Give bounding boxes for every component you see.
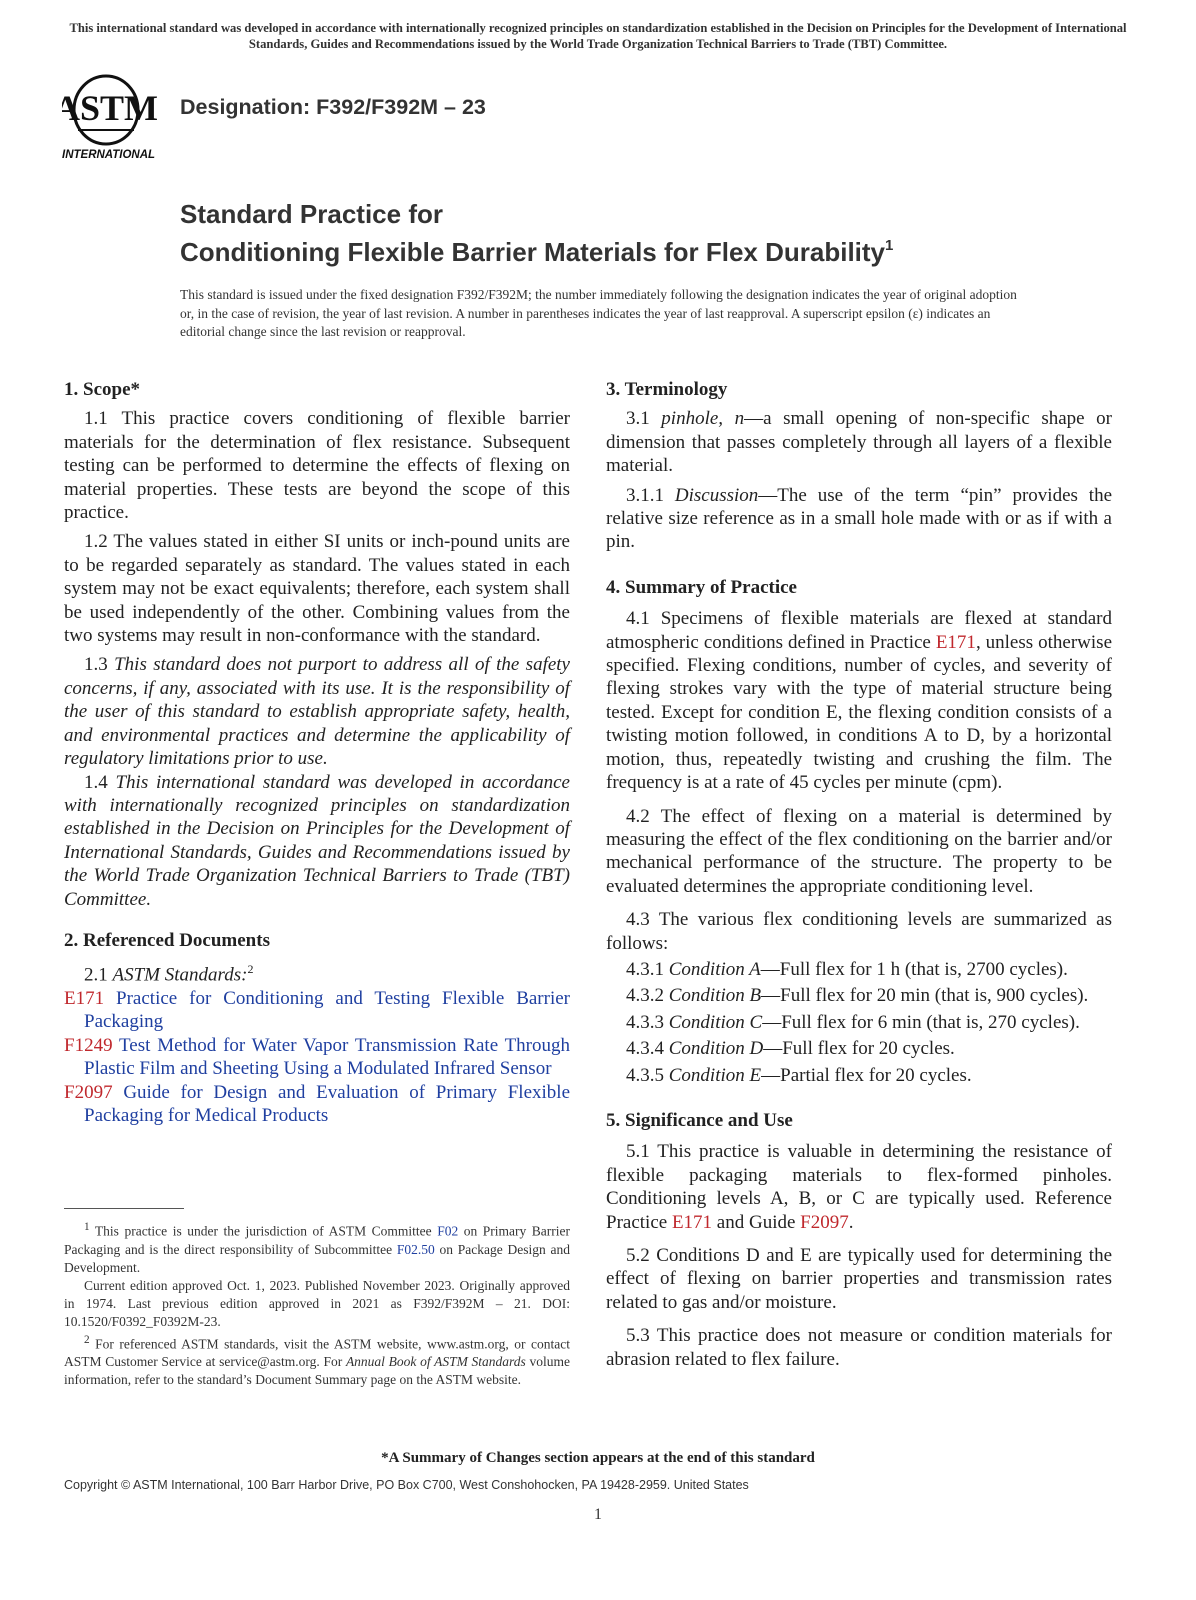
section-5-3: 5.3 This practice does not measure or condition materials for abrasion related to flex failure. bbox=[606, 1325, 1112, 1370]
summary-of-changes-note: *A Summary of Changes section appears at the end of this standard bbox=[381, 1450, 815, 1466]
section-3-1: 3.1 pinhole, n—a small opening of non-specific shape or dimension that passes completely through all layers of a flexible material. bbox=[606, 408, 1112, 477]
section-2-1: 2.1 ASTM Standards:$^2$ bbox=[84, 962, 254, 986]
link-f2097-ref[interactable]: F2097 bbox=[800, 1211, 849, 1233]
significance-heading: 5. Significance and Use bbox=[606, 1109, 793, 1131]
issue-note: This standard is issued under the fixed designation F392/F392M; the number immediately following the designation indicates the year of original adoption or, in the case of revision, the year of last revision. A number in parentheses indicates the year of last reapproval. A superscript epsilon (ε) indicates an editorial change since the last revision or reapproval. bbox=[180, 287, 1017, 339]
title-line-1: Standard Practice for bbox=[180, 199, 443, 229]
ref-f1249[interactable]: F1249 Test Method for Water Vapor Transmission Rate Through Plastic Film and Sheeting Using a Modulated Infrared Sensor bbox=[64, 1034, 570, 1080]
astm-logo-icon bbox=[62, 72, 170, 164]
svg-text:ASTM: ASTM bbox=[62, 88, 159, 128]
condition-e: 4.3.5 Condition E—Partial flex for 20 cycles. bbox=[626, 1064, 972, 1086]
condition-a: 4.3.1 Condition A—Full flex for 1 h (that is, 2700 cycles). bbox=[626, 958, 1068, 980]
section-1-3: 1.3 This standard does not purport to address all of the safety concerns, if any, associated with its use. It is the responsibility of the user of this standard to establish appropriate safety, health, and environmental practices and determine the applicability of regulatory limitations prior to use. bbox=[64, 654, 570, 770]
section-1-2: 1.2 The values stated in either SI units or inch-pound units are to be regarded separately as standard. The values stated in each system may not be exact equivalents; therefore, each system shall be used independently of the other. Combining values from the two systems may result in non-conformance with the standard. bbox=[64, 531, 570, 647]
section-4-1: 4.1 Specimens of flexible materials are flexed at standard atmospheric conditions defined in Practice E171, unless otherwise specified. Flexing conditions, number of cycles, and severity of flexing strokes vary with the type of material structure being tested. Except for condition E, the flexing condition consists of a twisting motion followed, in conditions A to D, by a horizontal motion, thus, repeatedly twisting and crushing the film. The frequency is at a rate of 45 cycles per minute (cpm). bbox=[606, 608, 1112, 794]
link-f0250[interactable]: F02.50 bbox=[396, 1241, 435, 1257]
section-5-1: 5.1 This practice is valuable in determining the resistance of flexible packaging materials to flex-formed pinholes. Conditioning levels A, B, or C are typically used. Reference Practice E171 and Guide F2097. bbox=[606, 1141, 1112, 1233]
section-1-4: 1.4 This international standard was developed in accordance with internationally recognized principles on standardization established in the Decision on Principles for the Development of International Standards, Guides and Recommendations issued by the World Trade Organization Technical Barriers to Trade (TBT) Committee. bbox=[64, 771, 570, 910]
astm-logo bbox=[62, 72, 170, 164]
footnote-rule bbox=[64, 1208, 184, 1209]
footnote-1: $^1$ This practice is under the jurisdiction of ASTM Committee F02 on Primary Barrier Packaging and is the direct responsibility of Subcommittee F02.50 on Package Design and Development. bbox=[64, 1221, 571, 1275]
section-3-1-1: 3.1.1 Discussion—The use of the term “pin” provides the relative size reference as in a small hole made with or as if with a pin. bbox=[606, 484, 1113, 553]
section-4-3: 4.3 The various flex conditioning levels are summarized as follows: bbox=[606, 909, 1112, 954]
ref-e171[interactable]: E171 Practice for Conditioning and Testing Flexible Barrier Packaging bbox=[64, 988, 570, 1033]
footnotes bbox=[64, 1218, 570, 1389]
condition-d: 4.3.4 Condition D—Full flex for 20 cycles. bbox=[626, 1038, 955, 1060]
designation: Designation: F392/F392M – 23 bbox=[180, 95, 486, 119]
referenced-documents-heading: 2. Referenced Documents bbox=[64, 929, 270, 951]
document-title bbox=[180, 198, 893, 268]
section-1-1: 1.1 This practice covers conditioning of flexible barrier materials for the determination of flex resistance. Subsequent testing can be performed to determine the effects of flexing on material properties. These tests are beyond the scope of this practice. bbox=[64, 408, 570, 524]
footnote-1-edition: Current edition approved Oct. 1, 2023. Published November 2023. Originally approved in 1974. Last previous edition approved in 2021 as F392/F392M – 21. DOI: 10.1520/F0392_F0392M-23. bbox=[64, 1277, 570, 1329]
section-4-2: 4.2 The effect of flexing on a material is determined by measuring the effect of the flex conditioning on the barrier and/or mechanical performance of the structure. The property to be evaluated determines the appropriate conditioning level. bbox=[606, 805, 1112, 897]
ref-f2097[interactable]: F2097 Guide for Design and Evaluation of Primary Flexible Packaging for Medical Products bbox=[64, 1081, 571, 1127]
svg-text:INTERNATIONAL: INTERNATIONAL bbox=[62, 149, 156, 161]
terminology-heading: 3. Terminology bbox=[606, 379, 728, 400]
link-f02[interactable]: F02 bbox=[437, 1223, 459, 1239]
title-line-2: Conditioning Flexible Barrier Materials for Flex Durability$^1$ bbox=[180, 237, 894, 267]
section-5-2: 5.2 Conditions D and E are typically used for determining the effect of flexing on barrier properties and transmission rates related to gas and/or moisture. bbox=[606, 1245, 1112, 1313]
condition-b: 4.3.2 Condition B—Full flex for 20 min (that is, 900 cycles). bbox=[626, 985, 1089, 1007]
link-e171[interactable]: E171 bbox=[935, 631, 976, 653]
header-notice: This international standard was developed in accordance with internationally recognized principles on standardization established in the Decision on Principles for the Development of International Standards, Guides and Recommendations issued by the World Trade Organization Technical Barriers to Trade (TBT) Committee. bbox=[69, 21, 1127, 51]
footnote-2: $^2$ For referenced ASTM standards, visit the ASTM website, www.astm.org, or contact ASTM Customer Service at service@astm.org. For Annual Book of ASTM Standards volume information, refer to the standard’s Document Summary page on the ASTM website. bbox=[64, 1333, 571, 1387]
title-footnote-mark: 1 bbox=[885, 237, 894, 254]
left-column bbox=[64, 378, 570, 1128]
condition-c: 4.3.3 Condition C—Full flex for 6 min (that is, 270 cycles). bbox=[626, 1011, 1080, 1033]
right-column bbox=[606, 378, 1112, 1371]
page-number: 1 bbox=[594, 1506, 602, 1523]
link-e171-ref[interactable]: E171 bbox=[671, 1211, 713, 1233]
conditions-list bbox=[606, 958, 1112, 1087]
summary-heading: 4. Summary of Practice bbox=[606, 576, 797, 598]
copyright: Copyright © ASTM International, 100 Barr Harbor Drive, PO Box C700, West Conshohocken, PA 19428-2959. United States bbox=[64, 1478, 749, 1492]
scope-heading: 1. Scope* bbox=[64, 379, 140, 400]
